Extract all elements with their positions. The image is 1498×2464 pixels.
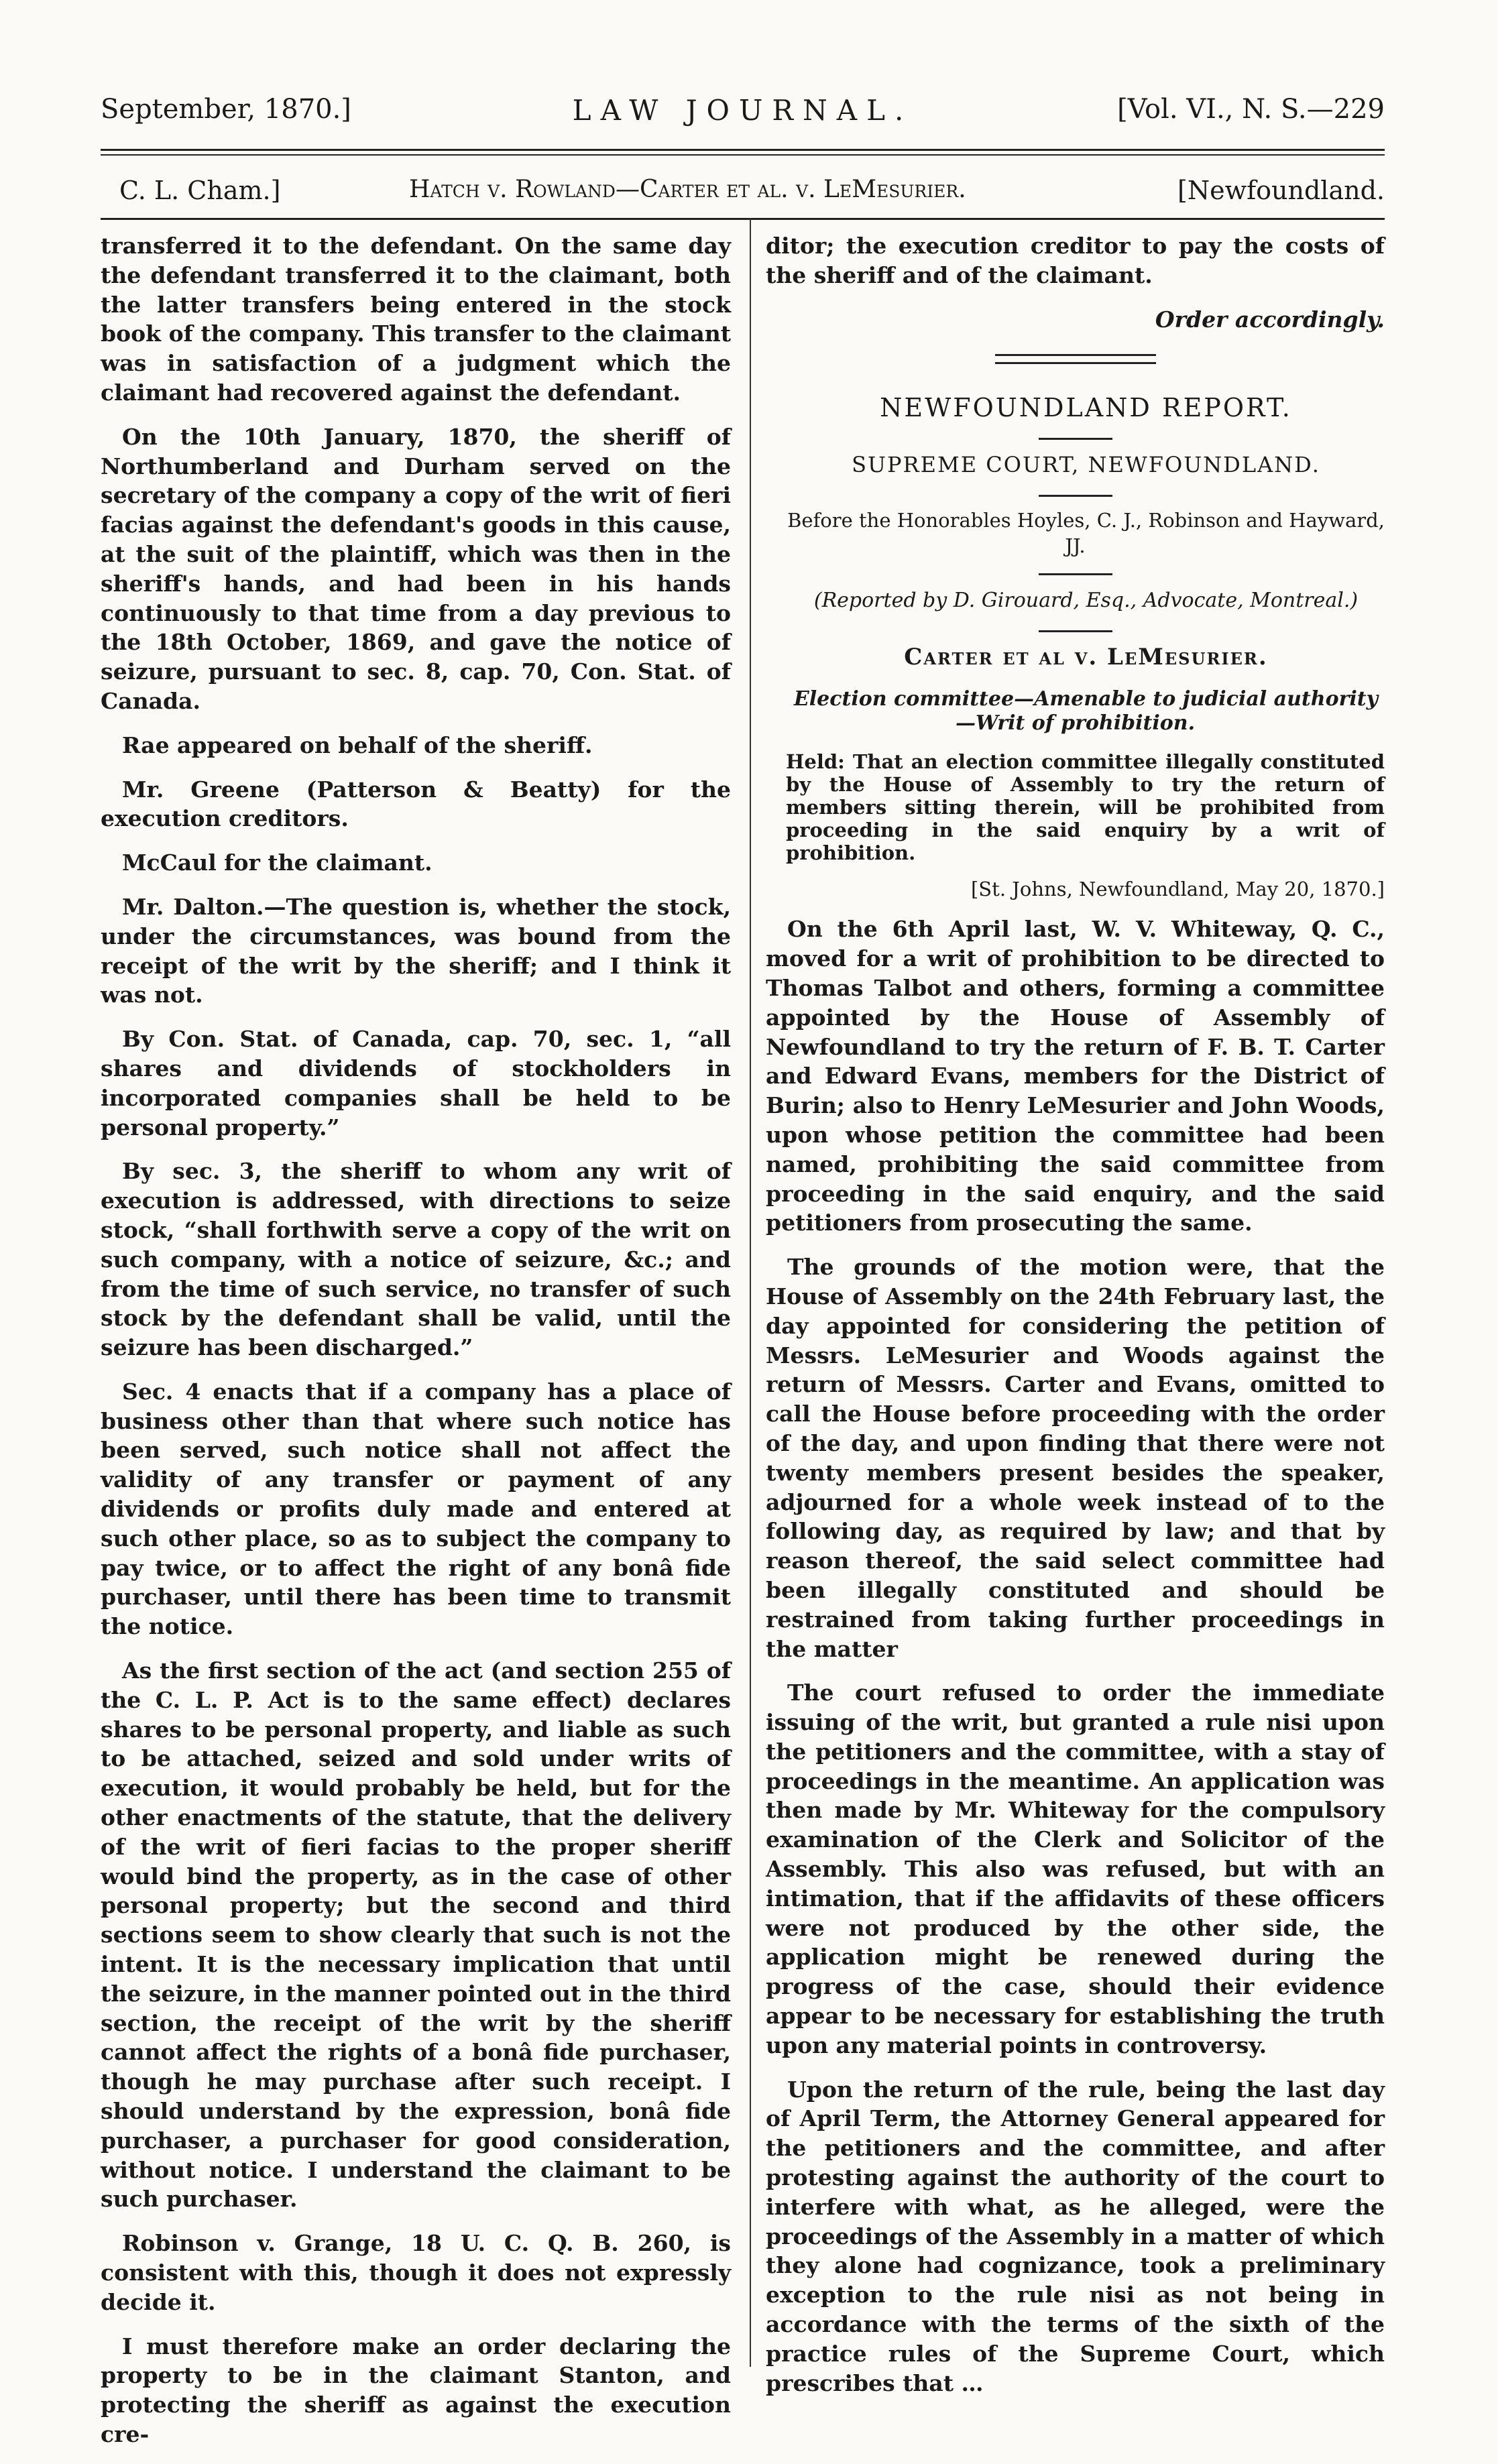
paragraph: On the 10th January, 1870, the sheriff of Northumberland and Durham served on the secretary of the company a copy of the writ of fieri facias against the defendant's goods in this cause, at the suit of the plaintiff, which was then in the sheriff's hands, and had been in his hands continuously to that time from a day previous to the 18th October, 1869, and gave the notice of seizure, pursuant to sec. 8, cap. 70, Con. Stat. of Canada. (101, 423, 731, 714)
section-rule (995, 354, 1156, 364)
paragraph: Robinson v. Grange, 18 U. C. Q. B. 260, is consistent with this, though it does not expressly decide it. (101, 2230, 731, 2315)
short-rule (1039, 573, 1112, 575)
subheader-rule (101, 218, 1385, 220)
paragraph: The grounds of the motion were, that the House of Assembly on the 24th February last, the day appointed for considering the petition of Messrs. LeMesurier and Woods against the return of Messrs. Carter and Evans, omitted to call the House before proceeding with the order of the day, and upon finding that there were not twenty members present besides the speaker, adjourned for a whole week instead of to the following day, as required by law; and that by reason thereof, the said select committee had been illegally constituted and should be restrained from taking further proceedings in the matter (766, 1254, 1385, 1662)
order-line: Order accordingly. (1155, 306, 1385, 333)
header-volume: [Vol. VI., N. S.—229 (1117, 94, 1385, 125)
paragraph: As the first section of the act (and section 255 of the C. L. P. Act is to the same effect) declares shares to be personal property, and liable as such to be attached, seized and sold under writs of execution, it would probably be held, but for the other enactments of the statute, that the delivery of the writ of fieri facias to the proper sheriff would bind the property, as in the case of other personal property; but the second and third sections seem to show clearly that such is not the intent. It is the necessary implication that until the seizure, in the manner pointed out in the third section, the receipt of the writ by the sheriff cannot affect the rights of a bonâ fide purchaser, though he may purchase after such receipt. I should understand by the expression, bonâ fide purchaser, a purchaser for good consideration, without notice. I understand the claimant to be such purchaser. (101, 1657, 731, 2213)
short-rule (1039, 630, 1112, 632)
right-column (766, 231, 1385, 2412)
journal-title: LAW JOURNAL. (572, 94, 913, 127)
case-title: Carter et al v. LeMesurier. (904, 643, 1268, 670)
case-names: Hatch v. Rowland—Carter et al. v. LeMesurier. (409, 176, 966, 203)
paragraph: By Con. Stat. of Canada, cap. 70, sec. 1, “all shares and dividends of stockholders in incorporated companies shall be held to be personal property.” (101, 1026, 731, 1140)
paragraph: Mr. Dalton.—The question is, whether the stock, under the circumstances, was bound from the receipt of the writ by the sheriff; and I think it was not. (101, 893, 731, 1008)
left-column (101, 231, 731, 2464)
column-divider (750, 218, 751, 2367)
header-rule (101, 149, 1385, 156)
case-date: [St. Johns, Newfoundland, May 20, 1870.] (970, 877, 1385, 900)
paragraph: Mr. Greene (Patterson & Beatty) for the execution creditors. (101, 776, 731, 832)
paragraph: The court refused to order the immediate issuing of the writ, but granted a rule nisi upon the petitioners and the committee, with a stay of proceedings in the meantime. An application was then made by Mr. Whiteway for the compulsory examination of the Clerk and Solicitor of the Assembly. This also was refused, but with an intimation, that if the affidavits of these officers were not produced by the other side, the application might be renewed during the progress of the case, should their evidence appear to be necessary for establishing the truth upon any material points in controversy. (766, 1680, 1385, 2058)
paragraph: Sec. 4 enacts that if a company has a place of business other than that where such notice has been served, such notice shall not affect the validity of any transfer or payment of any dividends or profits duly made and entered at such other place, so as to subject the company to pay twice, or to affect the right of any bonâ fide purchaser, until there has been time to transmit the notice. (101, 1378, 731, 1640)
case-subject: Election committee—Amenable to judicial authority—Writ of prohibition. (793, 687, 1379, 735)
paragraph: transferred it to the defendant. On the same day the defendant transferred it to the claimant, both the latter transfers being entered in the stock book of the company. This transfer to the claimant was in satisfaction of a judgment which the claimant had recovered against the defendant. (101, 233, 731, 406)
short-rule (1039, 495, 1112, 497)
paragraph: ditor; the execution creditor to pay the costs of the sheriff and of the claimant. (766, 233, 1385, 288)
paragraph: By sec. 3, the sheriff to whom any writ of execution is addressed, with directions to seize stock, “shall forthwith serve a copy of the writ on such company, with a notice of seizure, &c.; and from the time of such service, no transfer of such stock by the defendant shall be valid, until the seizure has been discharged.” (101, 1158, 731, 1361)
running-header (101, 94, 1385, 134)
held-note: Held: That an election committee illegally constituted by the House of Assembly to try the return of members sitting therein, will be prohibited from proceeding in the said enquiry by a writ of prohibition. (786, 750, 1385, 864)
paragraph: Upon the return of the rule, being the last day of April Term, the Attorney General appeared for the petitioners and the committee, and after protesting against the authority of the court to interfere with what, as he alleged, were the proceedings of the Assembly in a matter of which they alone had cognizance, took a preliminary exception to the rule nisi as not being in accordance with the terms of the sixth of the practice rules of the Supreme Court, which prescribes that … (766, 2076, 1385, 2396)
bench: Before the Honorables Hoyles, C. J., Robinson and Hayward, JJ. (787, 508, 1385, 557)
paragraph: I must therefore make an order declaring the property to be in the claimant Stanton, and protecting the sheriff as against the execution cre- (101, 2333, 731, 2447)
jurisdiction: [Newfoundland. (1177, 176, 1385, 205)
paragraph: McCaul for the claimant. (122, 849, 433, 876)
reporter: (Reported by D. Girouard, Esq., Advocate, Montreal.) (813, 588, 1359, 612)
paragraph: On the 6th April last, W. V. Whiteway, Q. C., moved for a writ of prohibition to be directed to Thomas Talbot and others, forming a committee appointed by the House of Assembly of Newfoundland to try the return of F. B. T. Carter and Edward Evans, members for the District of Burin; also to Henry LeMesurier and John Woods, upon whose petition the committee had been named, prohibiting the said committee from proceeding in the said enquiry, and the said petitioners from prosecuting the same. (766, 916, 1385, 1236)
court-name: C. L. Cham.] (119, 176, 281, 205)
short-rule (1039, 438, 1112, 440)
case-header (101, 176, 1385, 213)
paragraph: Rae appeared on behalf of the sheriff. (122, 731, 593, 758)
header-date: September, 1870.] (101, 94, 351, 125)
report-title: NEWFOUNDLAND REPORT. (880, 393, 1292, 423)
court-title: SUPREME COURT, NEWFOUNDLAND. (852, 452, 1320, 478)
